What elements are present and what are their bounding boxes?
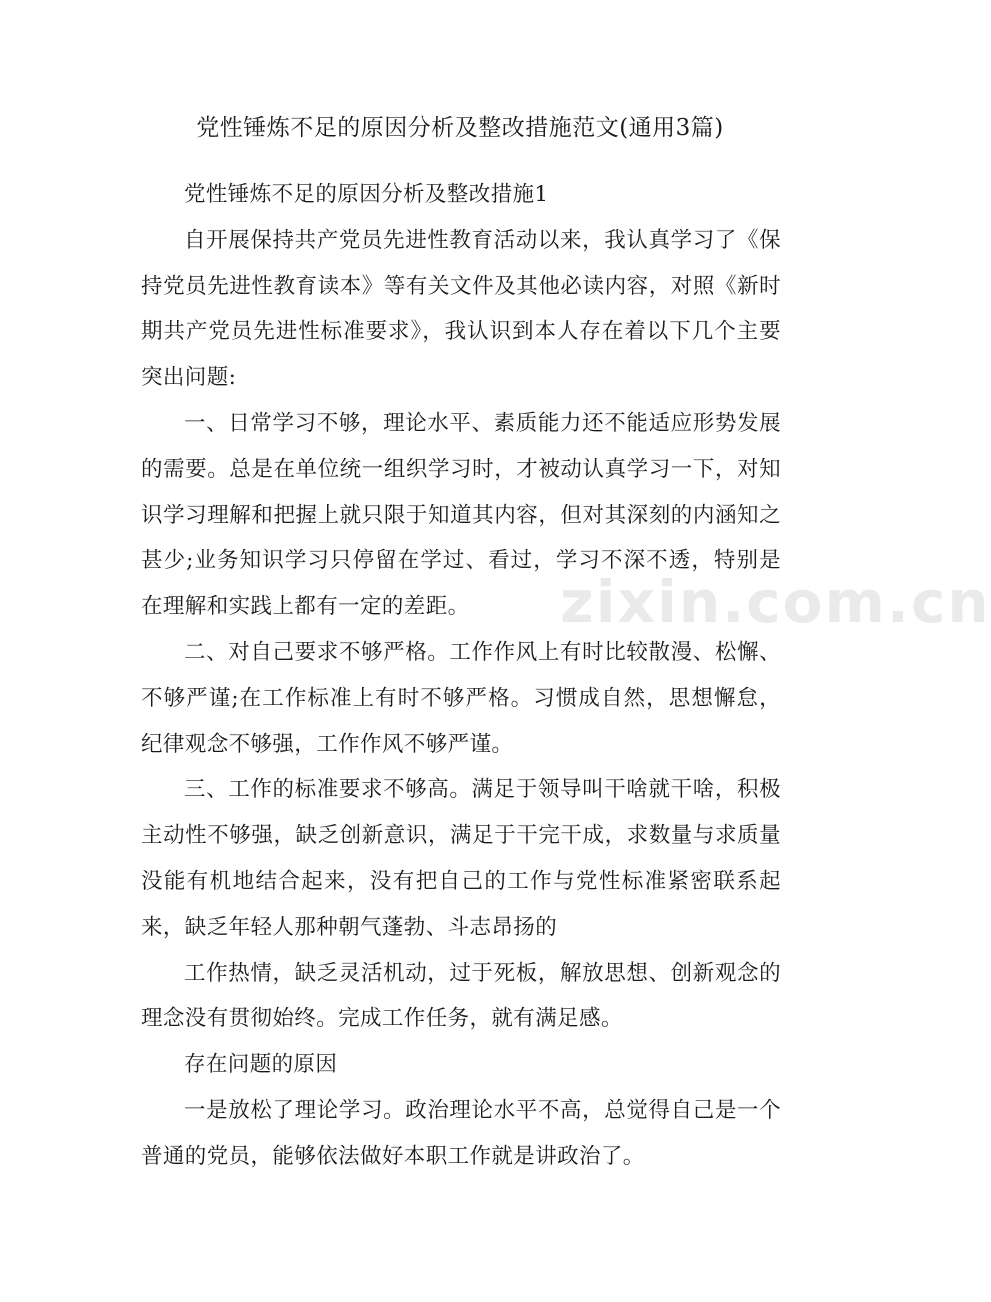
paragraph-cause-1: 一是放松了理论学习。政治理论水平不高，总觉得自己是一个普通的党员，能够依法做好本职工作就是讲政治了。 (141, 1097, 781, 1169)
paragraph-problem-3-continued: 工作热情，缺乏灵活机动，过于死板，解放思想、创新观念的理念没有贯彻始终。完成工作任务，就有满足感。 (141, 960, 781, 1032)
paragraph-problem-3: 三、工作的标准要求不够高。满足于领导叫干啥就干啥，积极主动性不够强，缺乏创新意识，满足于干完干成，求数量与求质量没能有机地结合起来，没有把自己的工作与党性标准紧密联系起来，缺乏年轻人那种朝气蓬勃、斗志昂扬的 (141, 777, 781, 940)
paragraph-intro: 自开展保持共产党员先进性教育活动以来，我认真学习了《保持党员先进性教育读本》等有关文件及其他必读内容，对照《新时期共产党员先进性标准要求》，我认识到本人存在着以下几个主要突出问题: (141, 227, 781, 391)
watermark-logo: zixin.com.cn (560, 568, 991, 636)
paragraph-problem-2: 二、对自己要求不够严格。工作作风上有时比较散漫、松懈、不够严谨;在工作标准上有时不够严格。习惯成自然，思想懈怠，纪律观念不够强，工作作风不够严谨。 (141, 639, 781, 757)
causes-heading: 存在问题的原因 (184, 1052, 338, 1078)
document-body (141, 172, 781, 1180)
section-heading: 党性锤炼不足的原因分析及整改措施1 (184, 182, 549, 207)
paragraph-problem-1: 一、日常学习不够，理论水平、素质能力还不能适应形势发展的需要。总是在单位统一组织学习时，才被动认真学习一下，对知识学习理解和把握上就只限于知道其内容，但对其深刻的内涵知之甚少;业务知识学习只停留在学过、看过，学习不深不透，特别是在理解和实践上都有一定的差距。 (141, 410, 781, 620)
document-title: 党性锤炼不足的原因分析及整改措施范文(通用3篇) (196, 115, 724, 141)
